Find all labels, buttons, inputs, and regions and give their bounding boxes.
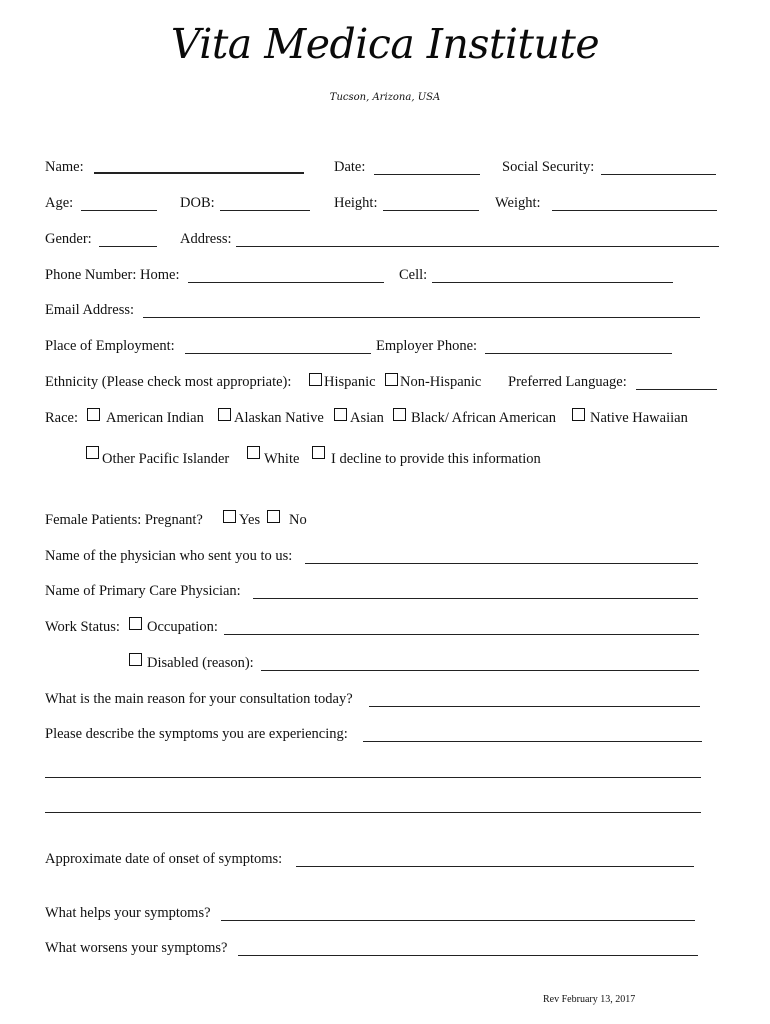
gender-line[interactable] <box>99 246 157 247</box>
pregnant-yes-checkbox[interactable] <box>223 510 236 523</box>
institute-title: Vita Medica Institute <box>170 20 600 68</box>
asian-label: Asian <box>350 410 384 426</box>
helps-label: What helps your symptoms? <box>45 905 211 921</box>
referring-physician-line[interactable] <box>305 563 698 564</box>
date-label: Date: <box>334 159 366 175</box>
occupation-line[interactable] <box>224 634 699 635</box>
work-status-label: Work Status: <box>45 619 120 635</box>
email-label: Email Address: <box>45 302 135 318</box>
preferred-language-line[interactable] <box>636 389 717 390</box>
hispanic-checkbox[interactable] <box>309 373 322 386</box>
referring-physician-label: Name of the physician who sent you to us: <box>45 548 293 564</box>
alaskan-native-checkbox[interactable] <box>218 408 231 421</box>
asian-checkbox[interactable] <box>334 408 347 421</box>
employment-line[interactable] <box>185 353 371 354</box>
other-pacific-islander-label: Other Pacific Islander <box>102 451 230 467</box>
phone-home-label: Phone Number: Home: <box>45 267 180 283</box>
main-reason-line[interactable] <box>369 706 700 707</box>
helps-line[interactable] <box>221 920 695 921</box>
pregnant-yes-label: Yes <box>239 512 261 528</box>
non-hispanic-checkbox[interactable] <box>385 373 398 386</box>
symptoms-line-2[interactable] <box>45 777 701 778</box>
social-security-label: Social Security: <box>502 159 595 175</box>
native-hawaiian-checkbox[interactable] <box>572 408 585 421</box>
primary-physician-line[interactable] <box>253 598 698 599</box>
american-indian-label: American Indian <box>106 410 204 426</box>
address-label: Address: <box>180 231 232 247</box>
employment-label: Place of Employment: <box>45 338 175 354</box>
worsens-label: What worsens your symptoms? <box>45 940 228 956</box>
onset-line[interactable] <box>296 866 694 867</box>
employer-phone-line[interactable] <box>485 353 672 354</box>
name-line[interactable] <box>94 172 304 174</box>
occupation-checkbox[interactable] <box>129 617 142 630</box>
height-line[interactable] <box>383 210 479 211</box>
symptoms-line-3[interactable] <box>45 812 701 813</box>
white-label: White <box>264 451 300 467</box>
preferred-language-label: Preferred Language: <box>508 374 627 390</box>
ethnicity-label: Ethnicity (Please check most appropriate): <box>45 374 292 390</box>
occupation-label: Occupation: <box>147 619 218 635</box>
revision-date: Rev February 13, 2017 <box>543 994 636 1005</box>
weight-line[interactable] <box>552 210 717 211</box>
address-line[interactable] <box>236 246 719 247</box>
name-label: Name: <box>45 159 84 175</box>
institute-location: Tucson, Arizona, USA <box>329 92 441 103</box>
pregnant-label: Female Patients: Pregnant? <box>45 512 203 528</box>
pregnant-no-label: No <box>289 512 307 528</box>
alaskan-native-label: Alaskan Native <box>234 410 324 426</box>
weight-label: Weight: <box>495 195 541 211</box>
american-indian-checkbox[interactable] <box>87 408 100 421</box>
height-label: Height: <box>334 195 378 211</box>
hispanic-label: Hispanic <box>324 374 376 390</box>
main-reason-label: What is the main reason for your consultation today? <box>45 691 353 707</box>
symptoms-label: Please describe the symptoms you are experiencing: <box>45 726 348 742</box>
primary-physician-label: Name of Primary Care Physician: <box>45 583 241 599</box>
decline-checkbox[interactable] <box>312 446 325 459</box>
age-label: Age: <box>45 195 74 211</box>
cell-label: Cell: <box>399 267 428 283</box>
pregnant-no-checkbox[interactable] <box>267 510 280 523</box>
disabled-line[interactable] <box>261 670 699 671</box>
non-hispanic-label: Non-Hispanic <box>400 374 482 390</box>
dob-line[interactable] <box>220 210 310 211</box>
gender-label: Gender: <box>45 231 92 247</box>
cell-line[interactable] <box>432 282 673 283</box>
disabled-label: Disabled (reason): <box>147 655 254 671</box>
age-line[interactable] <box>81 210 157 211</box>
social-security-line[interactable] <box>601 174 716 175</box>
worsens-line[interactable] <box>238 955 698 956</box>
decline-label: I decline to provide this information <box>331 451 541 467</box>
phone-home-line[interactable] <box>188 282 384 283</box>
disabled-checkbox[interactable] <box>129 653 142 666</box>
dob-label: DOB: <box>180 195 215 211</box>
date-line[interactable] <box>374 174 480 175</box>
white-checkbox[interactable] <box>247 446 260 459</box>
race-label: Race: <box>45 410 79 426</box>
employer-phone-label: Employer Phone: <box>376 338 478 354</box>
symptoms-line-1[interactable] <box>363 741 702 742</box>
email-line[interactable] <box>143 317 700 318</box>
black-african-american-checkbox[interactable] <box>393 408 406 421</box>
black-african-american-label: Black/ African American <box>411 410 556 426</box>
onset-label: Approximate date of onset of symptoms: <box>45 851 283 867</box>
native-hawaiian-label: Native Hawaiian <box>590 410 688 426</box>
other-pacific-islander-checkbox[interactable] <box>86 446 99 459</box>
